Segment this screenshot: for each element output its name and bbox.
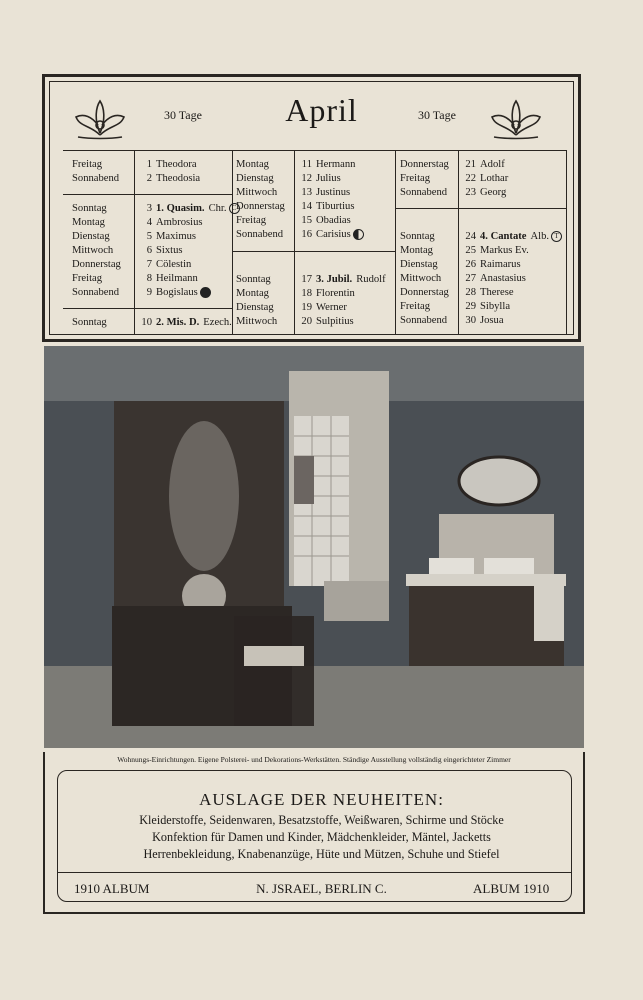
saint-name: Sibylla: [480, 301, 511, 312]
weekday: Sonnabend: [400, 187, 448, 198]
saint-name: Maximus: [156, 231, 197, 242]
week-divider: [395, 208, 566, 209]
footer-center: N. JSRAEL, BERLIN C.: [256, 881, 387, 896]
day-entry: [298, 186, 350, 200]
day-number: 7: [146, 259, 152, 270]
saint-name: Theodosia: [156, 173, 201, 184]
footer-divider: [57, 872, 572, 873]
weekday: Montag: [400, 245, 433, 256]
day-number: 25: [465, 245, 476, 256]
day-entry: [298, 214, 351, 228]
weekday: Freitag: [72, 273, 103, 284]
day-entry: [138, 244, 183, 258]
weekday: Freitag: [236, 215, 267, 226]
day-entry: [138, 316, 232, 330]
day-entry: [138, 172, 200, 186]
saint-name: Obadias: [316, 215, 351, 226]
column-subdivider: [458, 150, 459, 335]
day-entry: [138, 202, 240, 216]
weekday: Mittwoch: [236, 187, 278, 198]
saint-name: Ambrosius: [156, 217, 203, 228]
day-number: 12: [301, 173, 312, 184]
moon-phase-icon: C: [229, 203, 240, 214]
saint-name: 2. Mis. D.: [156, 317, 200, 328]
day-entry: [298, 172, 341, 186]
saint-name: Cölestin: [156, 259, 192, 270]
weekday: Mittwoch: [236, 316, 278, 327]
day-number: 28: [465, 287, 476, 298]
moon-phase-icon: [353, 229, 364, 240]
weekday: Sonnabend: [72, 287, 120, 298]
day-number: 16: [301, 229, 312, 240]
day-number: 27: [465, 273, 476, 284]
day-entry: [462, 272, 526, 286]
day-number: 5: [146, 231, 152, 242]
weekday: Dienstag: [236, 173, 274, 184]
week-divider: [63, 194, 232, 195]
saint-extra: Ezech.: [203, 317, 232, 328]
saint-name: Sixtus: [156, 245, 183, 256]
weekday: Mittwoch: [72, 245, 114, 256]
saint-name: Markus Ev.: [480, 245, 529, 256]
saint-name: Werner: [316, 302, 347, 313]
day-number: 15: [301, 215, 312, 226]
day-entry: [462, 300, 510, 314]
saint-name: 3. Jubil.: [316, 274, 353, 285]
day-number: 1: [146, 159, 152, 170]
day-number: 26: [465, 259, 476, 270]
day-number: 23: [465, 187, 476, 198]
day-entry: [462, 244, 529, 258]
weekday: Dienstag: [236, 302, 274, 313]
saint-name: Theodora: [156, 159, 197, 170]
weekday: Montag: [72, 217, 105, 228]
weekday: Freitag: [400, 301, 431, 312]
day-entry: [298, 228, 364, 242]
weekday: Freitag: [400, 173, 431, 184]
day-number: 30: [465, 315, 476, 326]
interior-photo: [44, 346, 584, 748]
day-number: 14: [301, 201, 312, 212]
day-entry: [462, 172, 508, 186]
month-title: April: [285, 92, 358, 128]
day-entry: [462, 258, 521, 272]
day-entry: [298, 315, 354, 329]
day-entry: [462, 286, 514, 300]
day-number: 24: [465, 231, 476, 242]
saint-name: Julius: [316, 173, 341, 184]
day-number: 3: [146, 203, 152, 214]
weekday: Dienstag: [400, 259, 438, 270]
saint-name: 4. Cantate: [480, 231, 527, 242]
weekday: Donnerstag: [400, 287, 449, 298]
days-count-left: 30 Tage: [164, 108, 202, 122]
day-entry: [138, 216, 203, 230]
day-entry: [298, 273, 386, 287]
weekday: Freitag: [72, 159, 103, 170]
saint-extra: Alb.: [530, 231, 550, 242]
day-entry: [298, 200, 354, 214]
weekday: Sonnabend: [236, 229, 284, 240]
weekday: Donnerstag: [72, 259, 121, 270]
weekday: Donnerstag: [236, 201, 285, 212]
saint-name: Anastasius: [480, 273, 526, 284]
saint-name: Sulpitius: [316, 316, 354, 327]
saint-name: Justinus: [316, 187, 351, 198]
saint-name: Josua: [480, 315, 504, 326]
header-divider: [63, 150, 566, 151]
saint-extra: Chr.: [208, 203, 227, 214]
day-entry: [138, 286, 211, 300]
day-entry: [138, 158, 197, 172]
saint-name: Georg: [480, 187, 507, 198]
day-entry: [462, 314, 504, 328]
week-divider: [63, 308, 232, 309]
saint-name: Bogislaus: [156, 287, 198, 298]
day-number: 11: [301, 159, 312, 170]
saint-extra: Rudolf: [356, 274, 386, 285]
saint-name: Hermann: [316, 159, 356, 170]
saint-name: Therese: [480, 287, 514, 298]
day-number: 8: [146, 273, 152, 284]
saint-name: Heilmann: [156, 273, 198, 284]
weekday: Sonnabend: [400, 315, 448, 326]
day-number: 4: [146, 217, 152, 228]
saint-name: Florentin: [316, 288, 355, 299]
saint-name: Lothar: [480, 173, 509, 184]
weekday: Sonntag: [400, 231, 435, 242]
day-number: 10: [141, 317, 152, 328]
day-entry: [138, 258, 191, 272]
advert-line-2: Konfektion für Damen und Kinder, Mädchenkleider, Mäntel, Jacketts: [152, 830, 491, 844]
weekday: Sonnabend: [72, 173, 120, 184]
advert-title: AUSLAGE DER NEUHEITEN:: [199, 790, 444, 809]
day-number: 29: [465, 301, 476, 312]
day-number: 13: [301, 187, 312, 198]
day-number: 18: [301, 288, 312, 299]
advert-line-3: Herrenbekleidung, Knabenanzüge, Hüte und Mützen, Schuhe und Stiefel: [143, 847, 500, 861]
weekday: Sonntag: [72, 317, 107, 328]
day-number: 2: [146, 173, 152, 184]
day-entry: [462, 158, 505, 172]
day-number: 22: [465, 173, 476, 184]
weekday: Dienstag: [72, 231, 110, 242]
day-number: 17: [301, 274, 312, 285]
day-entry: [298, 158, 355, 172]
day-entry: [138, 230, 196, 244]
column-divider: [232, 150, 233, 335]
day-number: 6: [146, 245, 152, 256]
day-entry: [462, 186, 506, 200]
days-count-right: 30 Tage: [418, 108, 456, 122]
weekday: Sonntag: [72, 203, 107, 214]
weekday: Mittwoch: [400, 273, 442, 284]
day-number: 9: [146, 287, 152, 298]
saint-name: Carisius: [316, 229, 351, 240]
saint-name: Adolf: [480, 159, 505, 170]
photo-caption: Wohnungs-Einrichtungen. Eigene Polsterei- und Dekorations-Werkstätten. Ständige Ausstellung vollständig eingerichteter Zimmer: [117, 755, 511, 764]
weekday: Montag: [236, 159, 269, 170]
saint-name: Raimarus: [480, 259, 521, 270]
footer-left: 1910 ALBUM: [74, 881, 150, 896]
advert-line-1: Kleiderstoffe, Seidenwaren, Besatzstoffe, Weißwaren, Schirme und Stöcke: [139, 813, 504, 827]
weekday: Sonntag: [236, 274, 271, 285]
weekday: Donnerstag: [400, 159, 449, 170]
day-number: 21: [465, 159, 476, 170]
weekday: Montag: [236, 288, 269, 299]
saint-name: Tiburtius: [316, 201, 355, 212]
footer-right: ALBUM 1910: [473, 881, 550, 896]
moon-phase-icon: T: [551, 231, 562, 242]
day-entry: [298, 287, 355, 301]
day-number: 20: [301, 316, 312, 327]
column-subdivider: [294, 150, 295, 335]
column-divider: [395, 150, 396, 335]
moon-phase-icon: [200, 287, 211, 298]
week-divider: [232, 251, 395, 252]
day-entry: [298, 301, 347, 315]
day-entry: [462, 230, 562, 244]
day-entry: [138, 272, 198, 286]
saint-name: 1. Quasim.: [156, 203, 205, 214]
day-number: 19: [301, 302, 312, 313]
column-divider: [566, 150, 567, 335]
